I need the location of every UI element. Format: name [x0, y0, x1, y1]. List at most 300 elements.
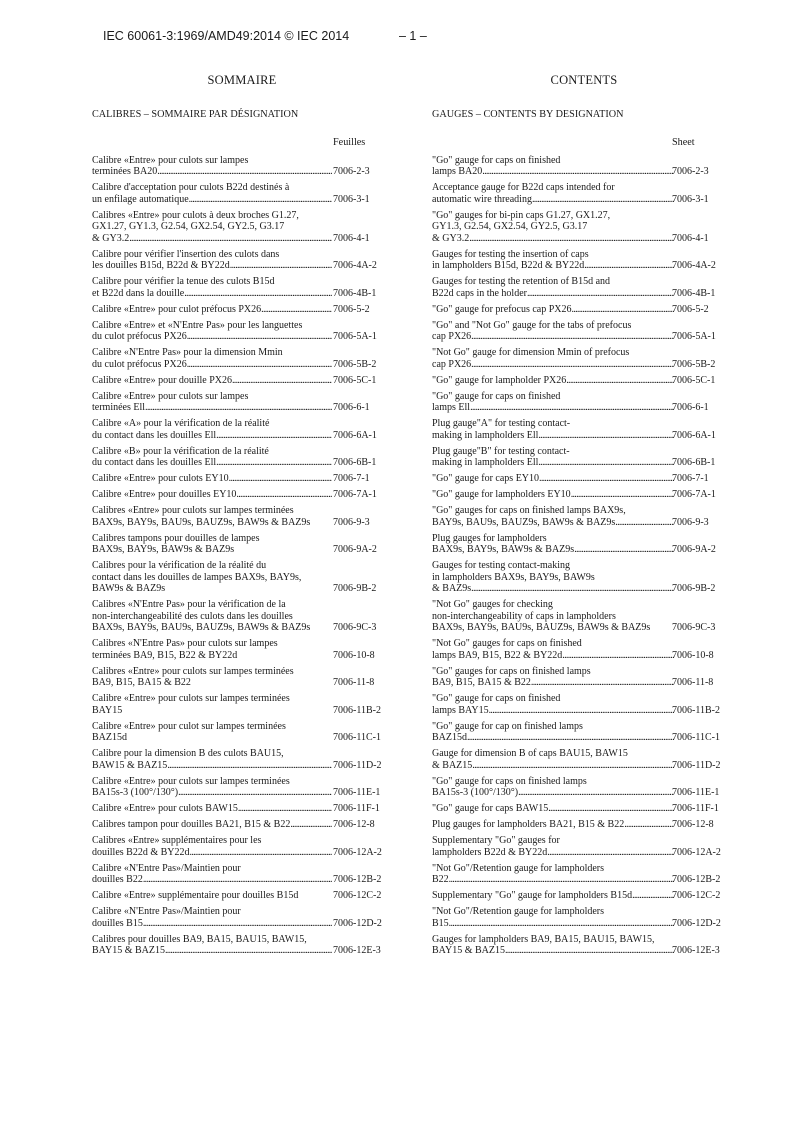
dot-leader [129, 233, 332, 245]
entry-title-text: Calibres «Entre» supplémentaires pour les [92, 835, 262, 846]
entry-title [432, 418, 674, 441]
dot-leader [527, 288, 674, 300]
entry-title-line [92, 505, 332, 517]
entry-title [92, 776, 332, 799]
entry-title-line [92, 906, 332, 918]
entry-title-text: Supplementary "Go" gauges for [432, 835, 560, 846]
entry-title-line [432, 677, 674, 689]
dot-leader [216, 457, 332, 469]
sheet-number: 7006-11D-2 [672, 759, 721, 771]
sheet-number: 7006-12E-3 [333, 945, 381, 956]
sheet-number: 7006-5B-2 [333, 358, 377, 370]
sheet-number: 7006-5B-2 [672, 358, 716, 370]
entry-title-line [92, 375, 332, 387]
entry-title [432, 347, 674, 370]
toc-entry [92, 748, 380, 771]
dot-leader [538, 430, 674, 442]
entry-title [432, 776, 674, 799]
toc-entry [92, 693, 380, 716]
entry-title-text: Calibres «N'Entre Pas» pour culots sur lampes [92, 638, 278, 649]
toc-entry [92, 721, 380, 744]
toc-entry [92, 446, 380, 469]
entry-title-text: lamps Ell [432, 402, 471, 413]
entry-title-line [92, 890, 332, 902]
sheet-number: 7006-12E-3 [672, 945, 720, 956]
toc-entry [92, 819, 380, 831]
entry-title-text: un enfilage automatique [92, 193, 189, 205]
entry-title-text: Calibre «Entre» pour culots sur lampes [92, 154, 249, 166]
toc-entry [432, 375, 728, 387]
entry-title-text: Calibres tampon pour douilles BA21, B15 & B22 [92, 819, 291, 830]
toc-entry [432, 155, 728, 178]
sheet-number: 7006-11C-1 [672, 732, 720, 743]
entry-title-line [432, 847, 674, 859]
dot-leader [467, 732, 674, 744]
entry-title-line [92, 819, 332, 831]
entry-title-line [92, 748, 332, 760]
toc-entry [432, 347, 728, 370]
toc-entry [432, 304, 728, 316]
entry-title-line [92, 721, 332, 733]
entry-title-text: non-interchangeability of caps in lampholders [432, 610, 616, 622]
entry-title-text: "Go" gauge for caps BAW15 [432, 803, 549, 814]
dot-leader [145, 402, 332, 414]
dot-leader [538, 457, 674, 469]
entry-title-line [92, 560, 332, 572]
entry-title-text: "Go" gauge for prefocus cap PX26 [432, 303, 572, 315]
sheet-number: 7006-10-8 [672, 649, 714, 661]
entry-title-text: "Go" gauges for bi-pin caps G1.27, GX1.27, [432, 209, 611, 221]
entry-title-text: Calibre pour la dimension B des culots BAU15, [92, 748, 284, 759]
entry-title-line [92, 517, 332, 529]
entry-title [92, 276, 332, 299]
entry-title-text: Calibre «Entre» et «N'Entre Pas» pour les languettes [92, 319, 303, 331]
entry-title-line [92, 776, 332, 788]
entry-title [432, 906, 674, 929]
entry-title-line [92, 221, 332, 233]
entry-title-line [432, 473, 674, 485]
entry-title-text: Calibres «Entre» pour culots sur lampes terminées [92, 505, 294, 516]
entry-title-line [92, 194, 332, 206]
entry-title-text: cap PX26 [432, 331, 472, 342]
sheet-number: 7006-6-1 [333, 402, 370, 413]
entry-title-text: BAY15 & BAZ15 [92, 945, 165, 956]
entry-title [432, 210, 674, 245]
entry-title-text: B15 [432, 917, 449, 929]
dot-leader [290, 819, 332, 831]
entry-title-text: contact dans les douilles de lampes BAX9s, BAY9s, [92, 571, 302, 583]
sheet-number: 7006-12B-2 [333, 874, 382, 885]
entry-title-line [432, 863, 674, 875]
entry-title [92, 835, 332, 858]
toc-entry [92, 276, 380, 299]
entry-title [432, 721, 674, 744]
entry-title-text: B22 [432, 874, 449, 885]
entry-title-text: BAX9s, BAY9s, BAU9s, BAUZ9s, BAW9s & BAZ9s [432, 622, 651, 633]
toc-entry [432, 906, 728, 929]
toc-entry [92, 835, 380, 858]
sheet-number: 7006-11-8 [672, 677, 714, 688]
entry-title [92, 473, 332, 485]
entry-title-line [92, 599, 332, 611]
entry-title-line [432, 819, 674, 831]
entry-title-line [432, 776, 674, 788]
dot-leader [165, 945, 332, 957]
entry-title-text: in lampholders BAX9s, BAY9s, BAW9s [432, 571, 595, 583]
entry-title-text: douilles B22 [92, 874, 143, 885]
dot-leader [230, 260, 332, 272]
dot-leader [566, 375, 674, 387]
toc-entry [92, 863, 380, 886]
sheet-number: 7006-7A-1 [333, 489, 377, 500]
toc-entry [432, 533, 728, 556]
entry-title [432, 182, 674, 205]
toc-entry [92, 890, 380, 902]
entry-title [432, 890, 674, 902]
entry-title-line [432, 918, 674, 930]
sheet-number: 7006-9-3 [672, 516, 709, 528]
entry-title [92, 560, 332, 595]
dot-leader [574, 544, 674, 556]
dot-leader [471, 359, 674, 371]
sheet-number: 7006-11C-1 [333, 732, 381, 743]
entry-title-text: non-interchangeabilité des culots dans les douilles [92, 610, 293, 622]
toc-entry [92, 505, 380, 528]
entry-title-text: "Go" gauge for caps on finished [432, 390, 561, 402]
entry-title-text: les douilles B15d, B22d & BY22d [92, 260, 230, 271]
entry-title-line [92, 945, 332, 957]
entry-title-text: GX1.27, GY1.3, G2.54, GX2.54, GY2.5, G3.17 [92, 221, 285, 232]
entry-title [92, 934, 332, 957]
entry-title-text: Calibres «N'Entre Pas» pour la vérification de la [92, 599, 286, 610]
sheet-number: 7006-9B-2 [333, 583, 377, 594]
entry-title-text: lampholders B22d & BY22d [432, 846, 548, 858]
entry-title-line [92, 760, 332, 772]
entry-title-text: Calibre «Entre» pour culots sur lampes terminées [92, 775, 290, 787]
entry-title-line [432, 210, 674, 222]
entry-title-text: Calibre «B» pour la vérification de la réalité [92, 445, 269, 457]
entry-title-text: Calibres «Entre» pour culots à deux broches G1.27, [92, 209, 299, 221]
entry-title [432, 320, 674, 343]
entry-title-line [432, 732, 674, 744]
sheet-number: 7006-4A-2 [333, 260, 377, 271]
dot-leader [548, 803, 674, 815]
entry-title [432, 375, 674, 387]
entry-title [92, 505, 332, 528]
entry-title [432, 533, 674, 556]
sheet-number: 7006-7A-1 [672, 489, 716, 500]
sheet-number: 7006-2-3 [672, 166, 709, 177]
entry-title-text: Calibres tampons pour douilles de lampes [92, 532, 260, 544]
dot-leader [184, 288, 332, 300]
dot-leader [470, 402, 674, 414]
entry-title [92, 155, 332, 178]
toc-entry [432, 489, 728, 501]
entry-title-text: et B22d dans la douille [92, 287, 185, 299]
entry-title [432, 819, 674, 831]
entry-title-line [92, 418, 332, 430]
entry-title-text: "Go" gauges for caps on finished lamps BAX9s, [432, 505, 626, 516]
entry-title-text: douilles B15 [92, 917, 143, 929]
entry-title-line [92, 705, 332, 717]
entry-title-line [92, 182, 332, 194]
contents-column [432, 72, 728, 957]
entry-title-text: Calibre d'acceptation pour culots B22d destinés à [92, 182, 290, 193]
entry-title [92, 391, 332, 414]
entry-title-text: BA9, B15, BA15 & B22 [92, 677, 191, 688]
entry-title-text: "Not Go"/Retention gauge for lampholders [432, 862, 605, 874]
dot-leader [632, 890, 674, 902]
entry-title-line [432, 599, 674, 611]
entry-title [432, 276, 674, 299]
entry-title-line [432, 359, 674, 371]
entry-title-text: BAY15 & BAZ15 [432, 945, 505, 956]
entry-title-text: BA15s-3 (100°/130°) [432, 787, 519, 798]
sheet-number: 7006-11D-2 [333, 759, 382, 771]
entry-title-line [92, 847, 332, 859]
dot-leader [471, 583, 674, 595]
entry-title-line [432, 391, 674, 403]
dot-leader [187, 331, 332, 343]
sheet-number: 7006-9-3 [333, 516, 370, 528]
entry-title-text: Calibre «N'Entre Pas» pour la dimension Mmin [92, 347, 283, 358]
entry-title-text: Calibres pour la vérification de la réalité du [92, 560, 267, 571]
entry-title-line [92, 233, 332, 245]
dot-leader [471, 331, 674, 343]
entry-title-text: Plug gauge"B" for testing contact- [432, 445, 570, 457]
entry-title-line [432, 748, 674, 760]
entry-title-text: Calibre «Entre» pour culot préfocus PX26 [92, 303, 262, 315]
toc-entry [92, 249, 380, 272]
entry-title-text: BAW15 & BAZ15 [92, 759, 168, 771]
entry-title [92, 210, 332, 245]
toc-entry [432, 320, 728, 343]
entry-title-text: Calibre «Entre» pour douilles EY10 [92, 489, 237, 500]
dot-leader [143, 874, 332, 886]
entry-title-line [432, 375, 674, 387]
sheet-number: 7006-11F-1 [333, 803, 380, 814]
entry-title-line [92, 583, 332, 595]
entry-title-line [432, 304, 674, 316]
entry-title-text: "Go" gauge for cap on finished lamps [432, 720, 583, 732]
entry-title-text: automatic wire threading [432, 193, 532, 205]
sheet-number: 7006-3-1 [333, 193, 370, 205]
entry-title-text: "Go" gauge for caps on finished [432, 693, 561, 704]
entry-title-line [92, 402, 332, 414]
entry-title [92, 863, 332, 886]
sheet-number: 7006-12-8 [333, 819, 375, 830]
toc-entry [432, 693, 728, 716]
entry-title-line [432, 787, 674, 799]
entry-title-text: du culot préfocus PX26 [92, 331, 187, 342]
dot-leader [624, 819, 674, 831]
entry-title-text: BAY9s, BAU9s, BAUZ9s, BAW9s & BAZ9s [432, 516, 616, 528]
sheet-number: 7006-6A-1 [672, 429, 716, 441]
toc-entry [92, 906, 380, 929]
entry-title-text: BA9, B15, BA15 & B22 [432, 677, 531, 688]
entry-title [92, 320, 332, 343]
entry-title [92, 693, 332, 716]
toc-entry [432, 446, 728, 469]
sheet-number: 7006-6A-1 [333, 429, 377, 441]
entry-title-line [432, 418, 674, 430]
entry-title [432, 835, 674, 858]
dot-leader [469, 233, 674, 245]
entry-title-text: B22d caps in the holder [432, 287, 527, 299]
entry-title-text: Gauge for dimension B of caps BAU15, BAW15 [432, 748, 628, 759]
entry-title-line [432, 249, 674, 261]
entry-title-text: cap PX26 [432, 358, 472, 370]
entry-title-text: Plug gauges for lampholders BA21, B15 & B22 [432, 819, 625, 830]
dot-leader [178, 787, 332, 799]
entry-title-line [92, 803, 332, 815]
entry-title-text: "Go" and "Not Go" gauge for the tabs of prefocus [432, 319, 632, 331]
toc-entry [92, 934, 380, 957]
entry-title [432, 304, 674, 316]
entry-title-text: Calibres pour douilles BA9, BA15, BAU15, BAW15, [92, 933, 307, 945]
dot-leader [547, 847, 674, 859]
entry-title-line [432, 347, 674, 359]
entry-title-text: BAZ15d [432, 732, 467, 743]
entry-title-line [432, 760, 674, 772]
toc-entry [92, 473, 380, 485]
dot-leader [472, 760, 674, 772]
entry-title-text: "Not Go" gauges for caps on finished [432, 638, 582, 649]
entry-title-text: "Not Go" gauge for dimension Mmin of prefocus [432, 347, 630, 358]
entry-title-text: Calibre «A» pour la vérification de la réalité [92, 418, 270, 429]
entry-title-text: & GY3.2 [92, 232, 130, 244]
entry-title-line [432, 331, 674, 343]
toc-entry [92, 391, 380, 414]
toc-entry [92, 375, 380, 387]
entry-title [432, 155, 674, 178]
entry-title [92, 638, 332, 661]
entry-title-text: making in lampholders Ell [432, 457, 539, 468]
entry-title-line [432, 890, 674, 902]
dot-leader [532, 194, 674, 206]
sheet-number: 7006-6-1 [672, 402, 709, 413]
entry-title [432, 391, 674, 414]
column-title: CONTENTS [550, 73, 618, 87]
entry-title-text: Acceptance gauge for B22d caps intended for [432, 182, 615, 193]
entry-title-text: in lampholders B15d, B22d & BY22d [432, 260, 585, 271]
dot-leader [505, 945, 674, 957]
entry-title-line [432, 155, 674, 167]
entry-title-line [432, 194, 674, 206]
entry-title-text: "Go" gauge for lampholders EY10 [432, 489, 571, 500]
sheet-number: 7006-3-1 [672, 193, 709, 205]
sheet-number: 7006-12D-2 [333, 917, 382, 929]
sheet-number: 7006-12C-2 [672, 890, 721, 901]
toc-entry [92, 638, 380, 661]
sheet-number: 7006-9C-3 [672, 622, 716, 633]
entry-title-text: Calibre «Entre» pour culots EY10 [92, 473, 229, 484]
sheet-number: 7006-2-3 [333, 166, 370, 177]
entry-title [92, 489, 332, 501]
entry-title-text: Calibre «N'Entre Pas»/Maintien pour [92, 906, 241, 917]
entry-title-line [92, 155, 332, 167]
entry-title-line [92, 572, 332, 584]
entry-title-line [432, 533, 674, 545]
entry-title-text: Supplementary "Go" gauge for lampholders B15d [432, 890, 633, 901]
toc-entry [92, 418, 380, 441]
entry-title-text: "Go" gauge for caps EY10 [432, 473, 540, 484]
entry-title [432, 249, 674, 272]
entry-title-text: lamps BAY15 [432, 704, 489, 716]
entry-title-line [432, 489, 674, 501]
toc-entry [432, 560, 728, 595]
dot-leader [187, 359, 332, 371]
entry-title-text: "Go" gauge for lampholder PX26 [432, 374, 567, 386]
entry-title-text: du contact dans les douilles Ell [92, 457, 217, 468]
entry-title-line [432, 457, 674, 469]
dot-leader [190, 847, 332, 859]
entry-title [432, 934, 674, 957]
entry-title [432, 666, 674, 689]
sheet-number: 7006-5C-1 [672, 374, 716, 386]
entry-title-text: Gauges for testing the retention of B15d and [432, 276, 611, 287]
entry-title-line [92, 446, 332, 458]
sheet-number: 7006-11F-1 [672, 803, 719, 814]
entry-title-line [432, 560, 674, 572]
entry-title [432, 473, 674, 485]
entry-title-line [432, 572, 674, 584]
sheet-number: 7006-12-8 [672, 819, 714, 830]
sheet-number: 7006-6B-1 [333, 457, 377, 468]
sheet-number: 7006-11B-2 [333, 704, 381, 716]
dot-leader [216, 430, 332, 442]
entry-title [92, 347, 332, 370]
entry-title-line [432, 446, 674, 458]
entry-title-line [432, 430, 674, 442]
dot-leader [449, 918, 674, 930]
entry-title-line [92, 249, 332, 261]
entry-title-text: BAZ15d [92, 732, 127, 743]
dot-leader [572, 304, 674, 316]
entry-title-text: BA15s-3 (100°/130°) [92, 787, 179, 798]
dot-leader [489, 705, 674, 717]
entry-title-line [92, 638, 332, 650]
entry-title-line [92, 489, 332, 501]
entry-title-text: "Not Go" gauges for checking [432, 599, 553, 610]
entry-title-text: "Go" gauge for caps on finished [432, 154, 561, 166]
toc-entry [432, 748, 728, 771]
toc-entry [92, 155, 380, 178]
toc-entry [432, 666, 728, 689]
entry-title-text: & GY3.2 [432, 232, 470, 244]
sheet-number: 7006-12D-2 [672, 917, 721, 929]
entry-title-line [432, 874, 674, 886]
entry-title-text: Calibre «Entre» pour douille PX26 [92, 374, 232, 386]
toc-entry [92, 776, 380, 799]
sheet-number: 7006-7-1 [333, 473, 370, 484]
entry-title-line [92, 320, 332, 332]
entry-title-text: BAW9s & BAZ9s [92, 583, 166, 594]
entry-title-line [92, 835, 332, 847]
dot-leader [449, 874, 674, 886]
entry-title-text: "Go" gauges for caps on finished lamps [432, 665, 591, 677]
entry-title-line [432, 544, 674, 556]
entry-title-line [92, 347, 332, 359]
sheet-column-header: Sheet [672, 137, 695, 148]
entry-title [92, 906, 332, 929]
entry-title-line [92, 611, 332, 623]
entry-title [92, 375, 332, 387]
dot-leader [232, 375, 332, 387]
toc-entry [92, 182, 380, 205]
dot-leader [571, 489, 674, 501]
entry-title-line [432, 505, 674, 517]
